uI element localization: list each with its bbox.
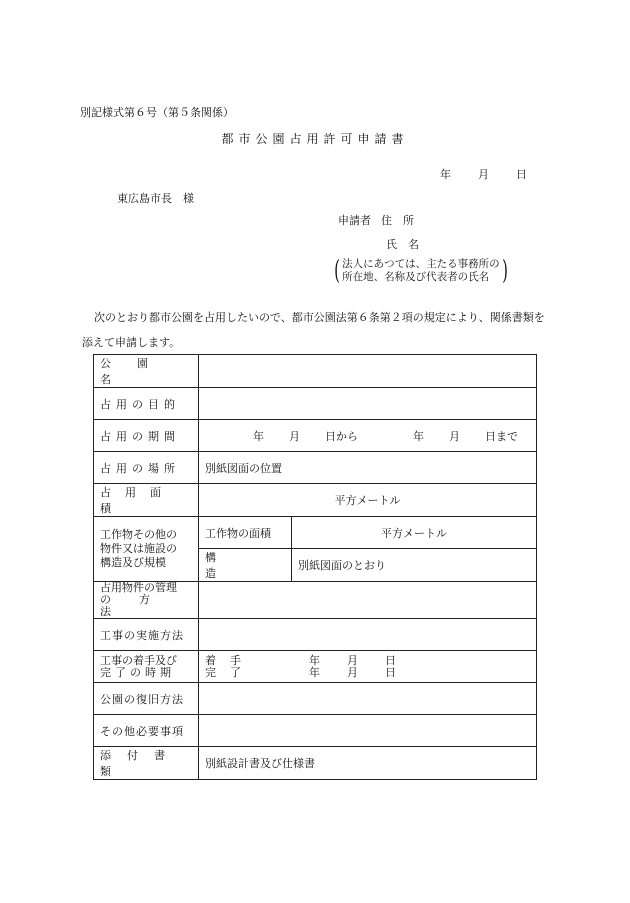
structure-type-field[interactable]: 別紙図面のとおり: [292, 549, 537, 582]
table-row: [94, 715, 537, 747]
schedule-label: 工事の着手及び 完了の時期: [94, 651, 199, 683]
construction-method-label: 工事の実施方法: [94, 619, 199, 651]
other-label: その他必要事項: [94, 715, 199, 747]
structure-area-field[interactable]: 平方メートル: [292, 517, 537, 549]
attachments-field[interactable]: 別紙設計書及び仕様書: [199, 747, 537, 780]
period-field[interactable]: 年 月 日から 年 月 日まで: [199, 420, 537, 452]
table-row: [94, 683, 537, 715]
park-name-label: 公園名: [94, 355, 199, 388]
table-row: [94, 355, 537, 388]
management-field[interactable]: [199, 582, 537, 619]
other-field[interactable]: [199, 715, 537, 747]
period-label: 占用の期間: [94, 420, 199, 452]
management-label: 占用物件の管理 の方法: [94, 582, 199, 619]
place-field[interactable]: 別紙図面の位置: [199, 452, 537, 484]
attachments-label: 添付書類: [94, 747, 199, 780]
corp-note-line2: 所在地、名称及び代表者の氏名: [342, 271, 490, 283]
area-label: 占用面積: [94, 484, 199, 517]
addressee: 東広島市長 様: [117, 192, 194, 205]
date-line: [440, 166, 527, 182]
application-table: [93, 354, 537, 780]
applicant-address-line: [338, 212, 414, 228]
corporation-note: [332, 258, 510, 284]
purpose-field[interactable]: [199, 388, 537, 420]
intro-paragraph: 次のとおり都市公園を占用したいので、都市公園法第６条第２項の規定により、関係書類を添えて申請します。: [82, 311, 545, 349]
table-row: [94, 484, 537, 517]
structure-label: 工作物その他の 物件又は施設の 構造及び規模: [94, 517, 199, 582]
corp-note-line1: 法人にあつては、主たる事務所の: [342, 258, 500, 270]
table-row: [94, 452, 537, 484]
table-row: [94, 747, 537, 780]
table-row: [94, 651, 537, 683]
area-field[interactable]: 平方メートル: [199, 484, 537, 517]
schedule-field[interactable]: 着手 年 月 日 完了 年 月 日: [199, 651, 537, 683]
structure-type-label: 構造: [199, 549, 292, 582]
applicant-label: 申請者: [338, 214, 371, 227]
address-label: 住 所: [381, 214, 414, 227]
purpose-label: 占用の目的: [94, 388, 199, 420]
date-month: 月: [478, 168, 489, 181]
applicant-name-line: 氏 名: [386, 238, 419, 251]
right-paren: ): [501, 256, 508, 286]
restoration-field[interactable]: [199, 683, 537, 715]
form-number: 別記様式第６号（第５条関係）: [80, 106, 234, 119]
date-day: 日: [516, 168, 527, 181]
table-row: [94, 517, 537, 549]
restoration-label: 公園の復旧方法: [94, 683, 199, 715]
date-year: 年: [440, 168, 451, 181]
structure-area-label: 工作物の面積: [199, 517, 292, 549]
table-row: [94, 619, 537, 651]
table-row: [94, 420, 537, 452]
place-label: 占用の場所: [94, 452, 199, 484]
page-title: 都市公園占用許可申請書: [221, 132, 409, 146]
left-paren: (: [334, 256, 340, 286]
construction-method-field[interactable]: [199, 619, 537, 651]
table-row: [94, 582, 537, 619]
park-name-field[interactable]: [199, 355, 537, 388]
table-row: [94, 388, 537, 420]
